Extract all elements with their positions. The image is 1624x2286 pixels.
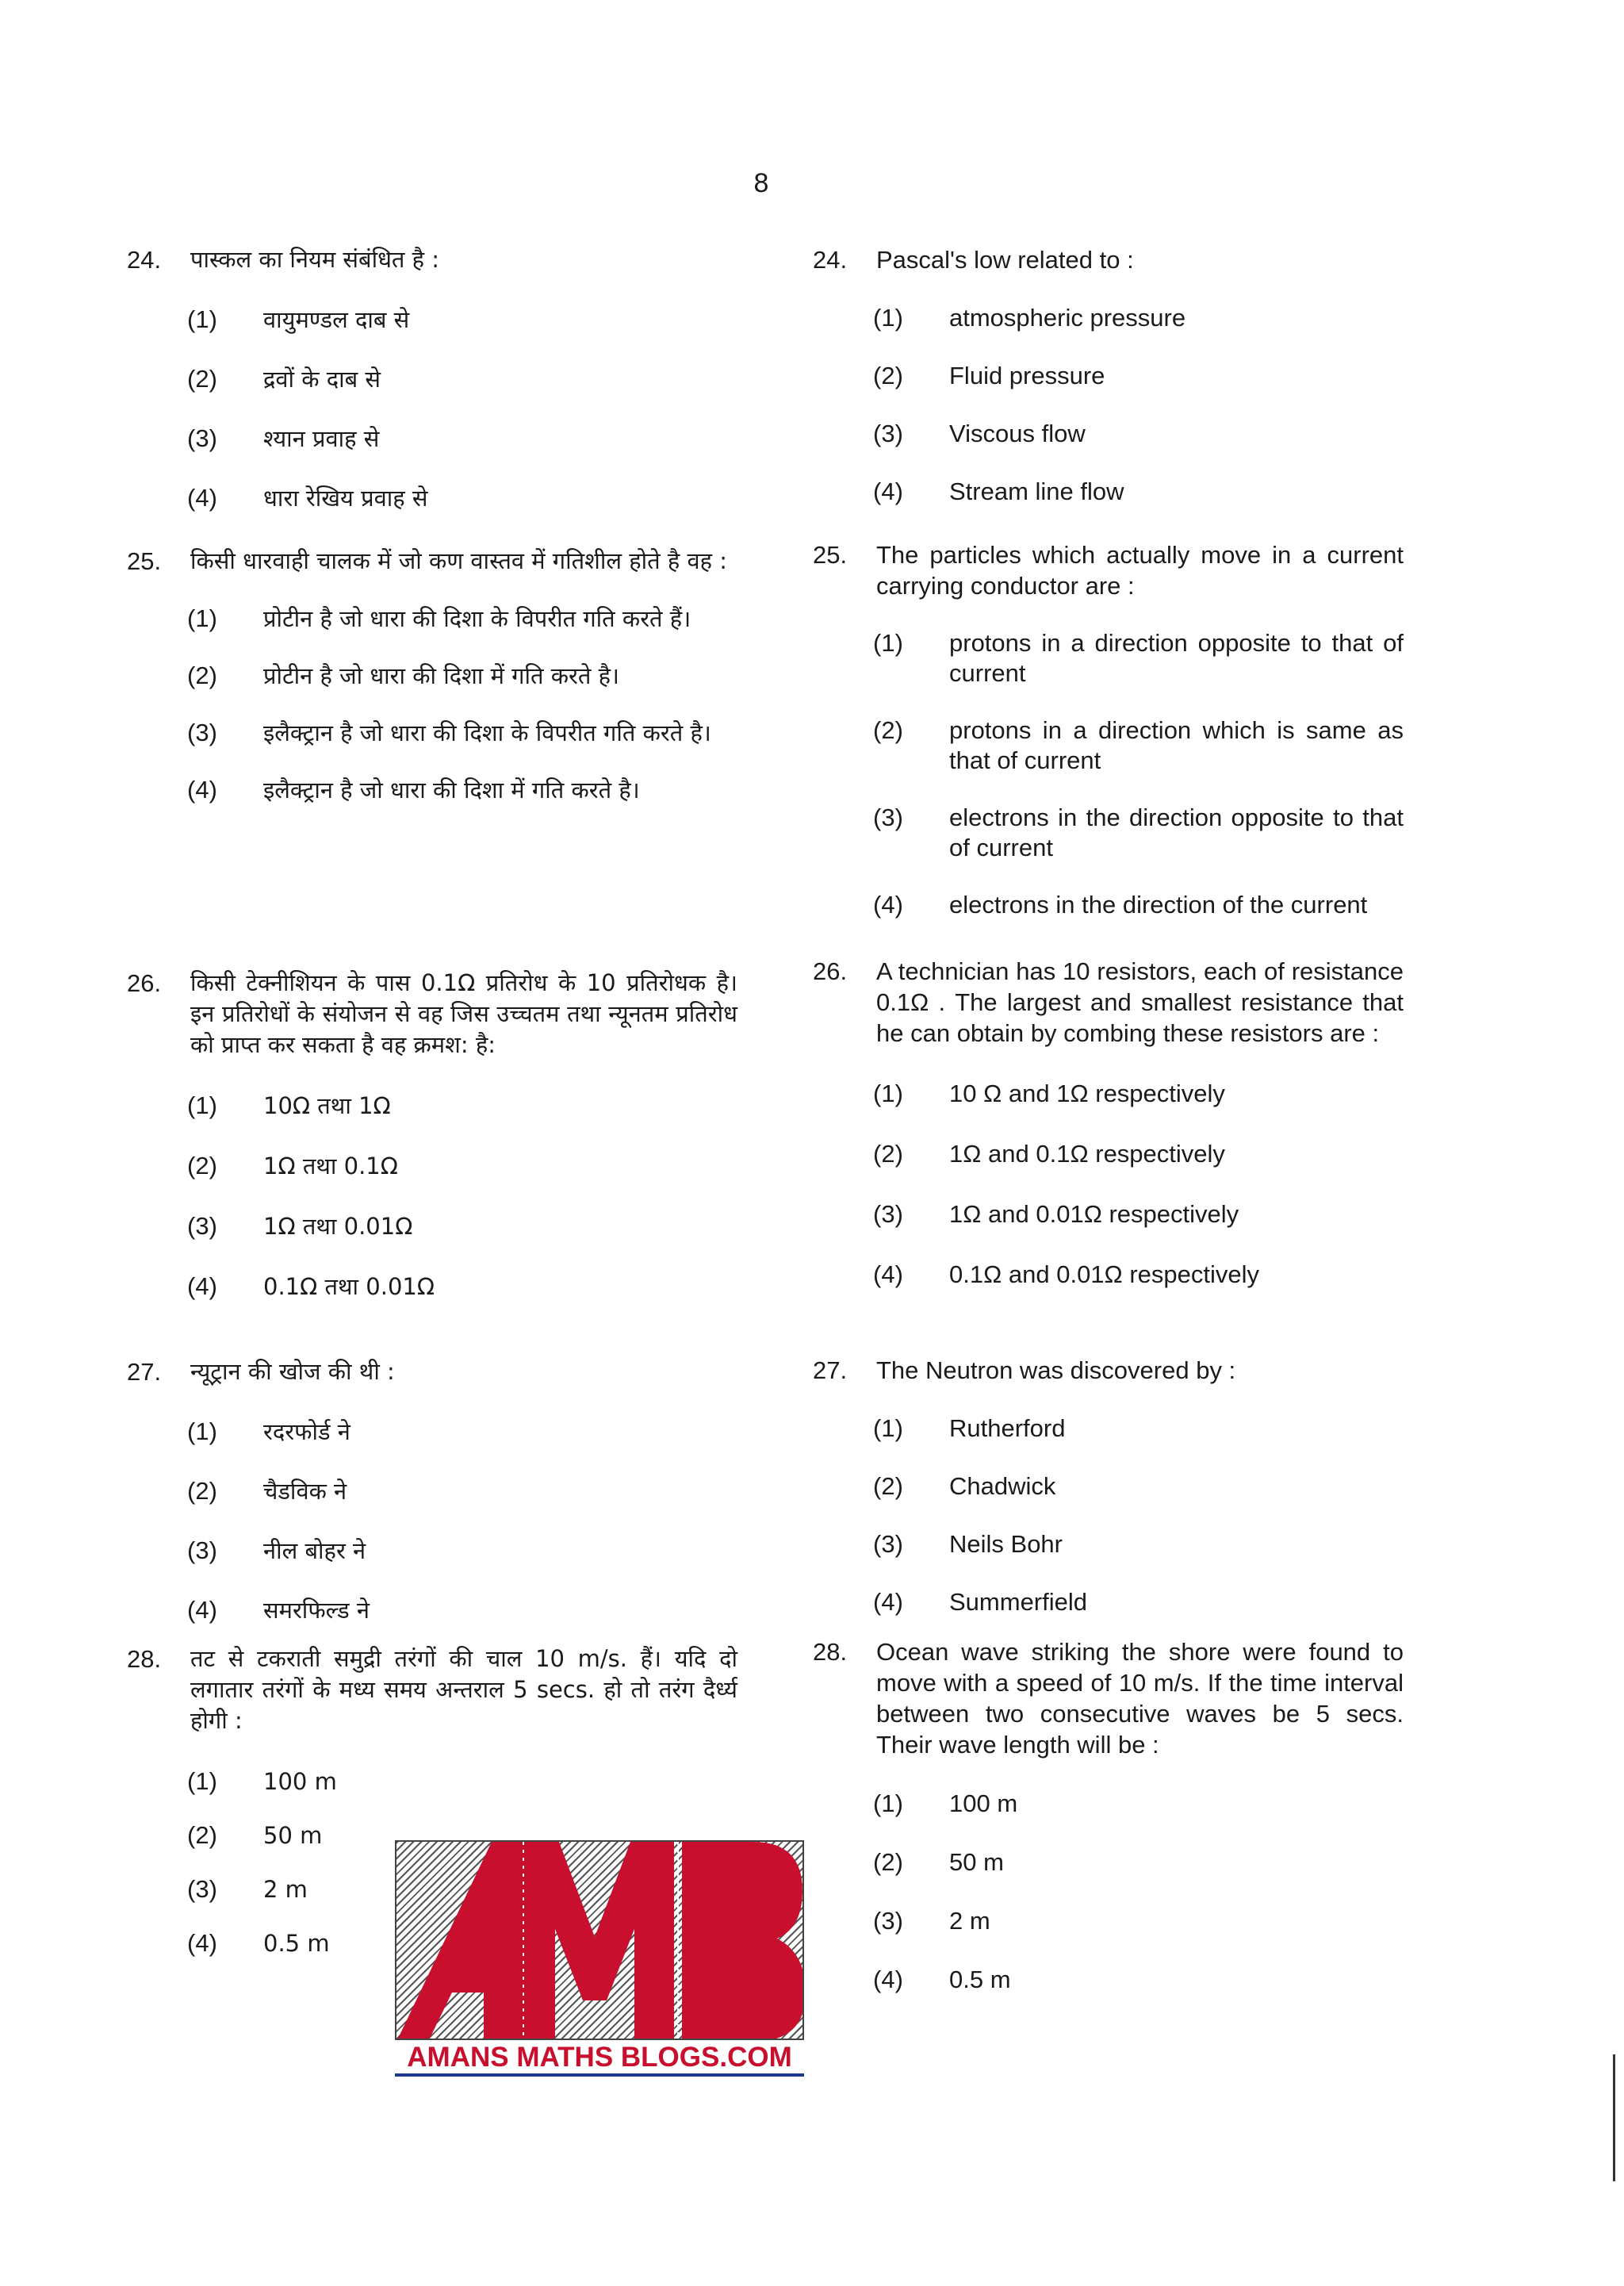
option-number: (3) <box>187 1212 217 1240</box>
option-number: (1) <box>873 629 903 657</box>
question-number: 27. <box>813 1356 848 1384</box>
logo-caption: AMANS MATHS BLOGS.COM <box>395 2042 804 2077</box>
option-number: (2) <box>187 662 217 689</box>
question-number: 26. <box>813 957 848 985</box>
amb-letters-graphic <box>396 1842 804 2040</box>
option-number: (1) <box>187 305 217 333</box>
option-text: Chadwick <box>949 1472 1056 1500</box>
option-text: चैडविक ने <box>263 1478 347 1505</box>
option-number: (4) <box>873 1588 903 1616</box>
question-24-english <box>813 244 1404 507</box>
option-text: श्यान प्रवाह से <box>263 425 380 452</box>
question-26-english <box>813 956 1404 1290</box>
option-number: (4) <box>873 891 903 919</box>
option-text: नील बोहर ने <box>263 1537 366 1564</box>
question-number: 28. <box>127 1645 162 1673</box>
option-number: (2) <box>187 1477 217 1505</box>
option-text: Neils Bohr <box>949 1530 1063 1558</box>
question-28-english <box>813 1636 1404 1995</box>
question-text: पास्कल का नियम संबंधित है : <box>190 246 440 273</box>
option-number: (3) <box>873 1200 903 1228</box>
question-text: न्यूट्रान की खोज की थी : <box>190 1358 395 1385</box>
option-number: (2) <box>187 365 217 393</box>
option-text: 1Ω and 0.1Ω respectively <box>949 1140 1225 1168</box>
option-number: (2) <box>187 1152 217 1179</box>
question-number: 25. <box>127 547 162 575</box>
question-text: किसी टेक्नीशियन के पास 0.1Ω प्रतिरोध के 10 प्रतिरोधक है। इन प्रतिरोधों के संयोजन से वह जिस उच्चतम तथा न्यूनतम प्रतिरोध को प्राप्त कर सकता है वह क्रमश: है: <box>190 969 737 1058</box>
option-text: 10 Ω and 1Ω respectively <box>949 1080 1225 1107</box>
option-number: (1) <box>187 604 217 632</box>
option-text: 1Ω तथा 0.1Ω <box>263 1153 398 1179</box>
option-text: 2 m <box>949 1907 990 1935</box>
option-number: (4) <box>187 1596 217 1624</box>
scan-edge-line <box>1613 2054 1615 2181</box>
option-text: Rutherford <box>949 1414 1066 1442</box>
option-number: (3) <box>187 424 217 452</box>
question-number: 28. <box>813 1638 848 1666</box>
option-text: द्रवों के दाब से <box>263 366 381 393</box>
option-number: (3) <box>873 1907 903 1935</box>
option-text: 0.1Ω and 0.01Ω respectively <box>949 1260 1260 1288</box>
option-number: (1) <box>873 1080 903 1107</box>
option-number: (3) <box>187 719 217 746</box>
option-number: (4) <box>873 478 903 505</box>
question-number: 26. <box>127 969 162 997</box>
question-text: तट से टकराती समुद्री तरंगों की चाल 10 m/s. हैं। यदि दो लगातार तरंगों के मध्य समय अन्तराल 5 secs. हो तो तरंग दैर्ध्य होगी : <box>190 1645 737 1734</box>
option-number: (3) <box>873 1530 903 1558</box>
option-text: Fluid pressure <box>949 362 1105 389</box>
option-text: 50 m <box>949 1848 1004 1876</box>
question-text: The Neutron was discovered by : <box>876 1356 1236 1384</box>
option-number: (3) <box>873 420 903 447</box>
question-number: 24. <box>813 246 848 274</box>
option-text: 1Ω and 0.01Ω respectively <box>949 1200 1239 1228</box>
question-25-english <box>813 539 1404 920</box>
option-number: (1) <box>873 1414 903 1442</box>
option-text: धारा रेखिय प्रवाह से <box>263 485 428 512</box>
option-number: (2) <box>187 1821 217 1849</box>
logo-graphic <box>395 1840 804 2040</box>
question-27-hindi <box>127 1356 737 1625</box>
question-text: The particles which actually move in a current carrying conductor are : <box>876 541 1404 600</box>
option-text: 2 m <box>263 1876 308 1903</box>
option-text: Viscous flow <box>949 420 1086 447</box>
option-number: (2) <box>873 1472 903 1500</box>
option-number: (4) <box>187 1929 217 1957</box>
option-text: atmospheric pressure <box>949 304 1186 332</box>
option-text: protons in a direction which is same as that of current <box>949 716 1404 774</box>
page-number: 8 <box>753 168 769 198</box>
option-text: 10Ω तथा 1Ω <box>263 1092 391 1119</box>
question-text: Ocean wave striking the shore were found to move with a speed of 10 m/s. If the time interval between two consecutive waves be 5 secs. Their wave length will be : <box>876 1638 1404 1759</box>
option-text: 100 m <box>263 1768 337 1795</box>
option-text: रदरफोर्ड ने <box>263 1418 350 1445</box>
option-text: इलैक्ट्रान है जो धारा की दिशा के विपरीत गति करते है। <box>263 719 711 746</box>
question-text: Pascal's low related to : <box>876 246 1134 274</box>
option-number: (4) <box>187 484 217 512</box>
option-text: 0.1Ω तथा 0.01Ω <box>263 1273 435 1300</box>
option-number: (4) <box>187 776 217 804</box>
option-number: (1) <box>187 1767 217 1795</box>
option-text: वायुमण्डल दाब से <box>263 306 410 333</box>
question-number: 24. <box>127 246 162 274</box>
question-number: 27. <box>127 1358 162 1386</box>
option-number: (2) <box>873 1848 903 1876</box>
option-text: 1Ω तथा 0.01Ω <box>263 1213 413 1240</box>
option-number: (4) <box>187 1272 217 1300</box>
question-number: 25. <box>813 541 848 569</box>
option-text: प्रोटीन है जो धारा की दिशा के विपरीत गति करते हैं। <box>263 605 691 632</box>
option-text: 100 m <box>949 1789 1018 1817</box>
option-number: (3) <box>187 1875 217 1903</box>
option-text: electrons in the direction opposite to that of current <box>949 804 1404 861</box>
option-text: समरफिल्ड ने <box>263 1597 370 1624</box>
option-text: 50 m <box>263 1822 323 1849</box>
option-number: (3) <box>187 1536 217 1564</box>
option-number: (4) <box>873 1966 903 1993</box>
option-number: (1) <box>187 1417 217 1445</box>
question-27-english <box>813 1355 1404 1617</box>
question-24-hindi <box>127 244 439 513</box>
option-text: प्रोटीन है जो धारा की दिशा में गति करते है। <box>263 662 620 689</box>
question-text: A technician has 10 resistors, each of resistance 0.1Ω . The largest and smallest resistance that he can obtain by combing these resistors are : <box>876 957 1404 1047</box>
option-number: (1) <box>873 1789 903 1817</box>
option-text: protons in a direction opposite to that of current <box>949 629 1404 687</box>
option-number: (1) <box>187 1091 217 1119</box>
option-number: (2) <box>873 362 903 389</box>
option-text: electrons in the direction of the current <box>949 891 1368 919</box>
option-text: इलैक्ट्रान है जो धारा की दिशा में गति करते है। <box>263 777 640 804</box>
option-number: (3) <box>873 804 903 831</box>
option-number: (2) <box>873 716 903 744</box>
option-text: 0.5 m <box>263 1930 330 1957</box>
option-number: (2) <box>873 1140 903 1168</box>
option-text: Summerfield <box>949 1588 1087 1616</box>
option-number: (4) <box>873 1260 903 1288</box>
amb-watermark-logo <box>395 1840 804 2074</box>
option-text: 0.5 m <box>949 1966 1011 1993</box>
option-text: Stream line flow <box>949 478 1124 505</box>
option-number: (1) <box>873 304 903 332</box>
question-25-hindi <box>127 546 737 805</box>
question-26-hindi <box>127 968 737 1302</box>
question-text: किसी धारवाही चालक में जो कण वास्तव में गतिशील होते है वह : <box>190 547 728 574</box>
